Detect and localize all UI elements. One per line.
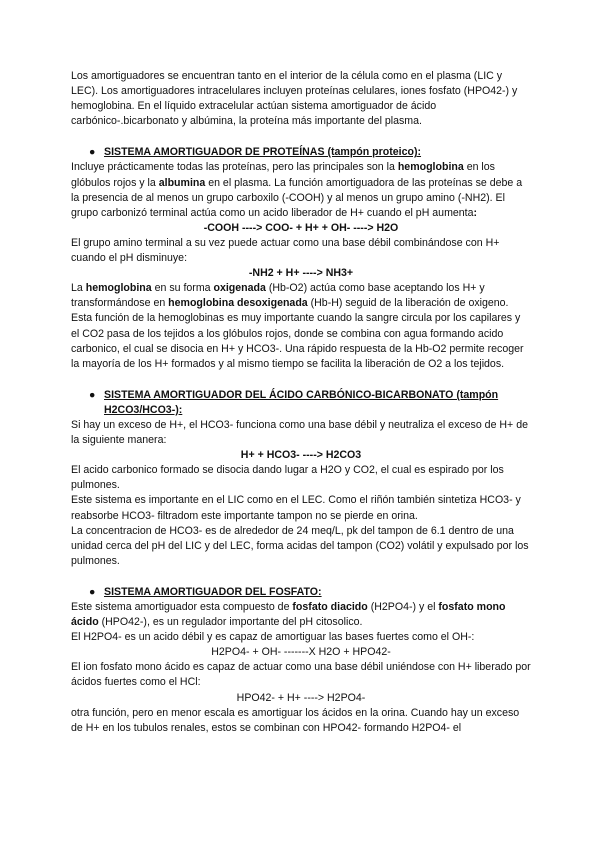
heading-text: SISTEMA AMORTIGUADOR DEL FOSFATO: — [104, 585, 322, 598]
equation-dihydrogen-phosphate: H2PO4- + OH- -------X H2O + HPO42- — [211, 646, 391, 659]
proteins-paragraph-2: El grupo amino terminal a su vez puede actuar como una base débil combinándose con H+ cuando el pH disminuye: — [71, 236, 500, 265]
phosphate-paragraph-3: El ion fosfato mono ácido es capaz de actuar como una base débil uniéndose con H+ liberado por ácidos fuertes como el HCl: — [71, 661, 531, 689]
section-heading-proteins — [71, 145, 531, 160]
section-heading-bicarbonate — [71, 388, 531, 418]
heading-text: SISTEMA AMORTIGUADOR DE PROTEÍNAS (tampón proteico): — [104, 146, 422, 159]
section-heading-phosphate — [71, 585, 531, 600]
bold-text-hemoglobina: hemoglobina — [397, 161, 464, 174]
bold-text-desoxigenada: hemoglobina desoxigenada — [168, 297, 308, 310]
document-content — [71, 69, 531, 736]
bold-text-fosfato-diacido: fosfato diacido — [292, 601, 368, 613]
phosphate-paragraph-4: otra función, pero en menor escala es amortiguar los ácidos en la orina. Cuando hay un exceso de H+ en los tubulos renales, estos se combinan con HPO42- formando H2PO4- el — [71, 706, 520, 734]
text-run: Este sistema amortiguador esta compuesto de — [71, 601, 293, 613]
text-run: en los glóbulos rojos y la — [71, 161, 495, 189]
bicarbonate-paragraph-4: La concentracion de HCO3- es de alrededor de 24 meq/L, pk del tampon de 6.1 dentro de una unidad cerca del pH del LIC y del LEC, forma acidas del tampon (CO2) volátil y expulsado por los pulmones. — [71, 524, 529, 567]
equation-bicarbonate: H+ + HCO3- ----> H2CO3 — [240, 449, 362, 462]
heading-text: SISTEMA AMORTIGUADOR DEL ÁCIDO CARBÓNICO-BICARBONATO (tampón H2CO3/HCO3-): — [104, 388, 499, 416]
text-run: (Hb-O2) actúa como base aceptando los H+ y transformándose en — [71, 282, 485, 310]
proteins-paragraph-4: Esta función de la hemoglobinas es muy importante cuando la sangre circula por los capilares y el CO2 pasa de los tejidos a los glóbulos rojos, donde se combina con agua formando acido carbonico, el cual se disocia en H+ y HCO3-. Una rápido respuesta de la Hb-O2 permite recoger la mayoría de los H+ formados y al mismo tiempo se facilita la liberación de O2 a los tejidos. — [71, 312, 524, 370]
bicarbonate-paragraph-3: Este sistema es importante en el LIC como en el LEC. Como el riñón también sintetiza HCO3- y reabsorbe HCO3- filtradom este importante tampon no se pierde en orina. — [71, 494, 521, 522]
proteins-paragraph-1 — [71, 160, 531, 220]
text-run: Incluye prácticamente todas las proteínas, pero las principales son la — [71, 161, 398, 174]
text-run: La — [71, 282, 86, 295]
phosphate-paragraph-1 — [71, 600, 531, 630]
bold-text-hemoglobina: hemoglobina — [85, 282, 152, 295]
bold-colon: : — [473, 206, 478, 219]
bullet-icon: ● — [89, 585, 96, 598]
text-run: en su forma — [151, 282, 214, 295]
bold-text-fosfato-mono-acido: fosfato mono ácido — [71, 601, 506, 629]
proteins-paragraph-3 — [71, 281, 531, 311]
text-run: (H2PO4-) y el — [367, 601, 439, 613]
bicarbonate-paragraph-1: Si hay un exceso de H+, el HCO3- funciona como una base débil y neutraliza el exceso de H+ de la siguiente manera: — [71, 418, 528, 447]
equation-carboxyl: -COOH ----> COO- + H+ + OH- ----> H2O — [203, 221, 399, 234]
text-run: (Hb-H) seguid de la liberación de oxigeno. — [307, 297, 509, 310]
bicarbonate-paragraph-2: El acido carbonico formado se disocia dando lugar a H2O y CO2, el cual es espirado por los pulmones. — [71, 464, 504, 492]
phosphate-paragraph-2: El H2PO4- es un acido débil y es capaz de amortiguar las bases fuertes como el OH-: — [71, 631, 475, 644]
equation-monohydrogen-phosphate: HPO42- + H+ ----> H2PO4- — [236, 691, 366, 704]
text-run: (HPO42-), es un regulador importante del pH citosolico. — [98, 616, 363, 629]
text-run: en el plasma. La función amortiguadora de las proteínas se debe a la presencia de al menos un grupo carboxilo (-COOH) y al menos un grupo amino (-NH2). El grupo carbonizó terminal actúa como un acido liberador de H+ cuando el pH aumenta — [71, 176, 523, 219]
intro-paragraph: Los amortiguadores se encuentran tanto en el interior de la célula como en el plasma (LIC y LEC). Los amortiguadores intracelulares incluyen proteínas celulares, iones fosfato (HPO42-) y hemoglobina. En el líquido extracelular actúan sistema amortiguador de ácido carbónico-.bicarbonato y albúmina, la proteína más importante del plasma. — [71, 70, 518, 128]
bullet-icon: ● — [89, 146, 96, 159]
bold-text-oxigenada: oxigenada — [213, 282, 266, 295]
equation-amino: -NH2 + H+ ----> NH3+ — [248, 267, 354, 280]
bullet-icon: ● — [89, 388, 96, 401]
bold-text-albumina: albumina — [158, 176, 206, 189]
